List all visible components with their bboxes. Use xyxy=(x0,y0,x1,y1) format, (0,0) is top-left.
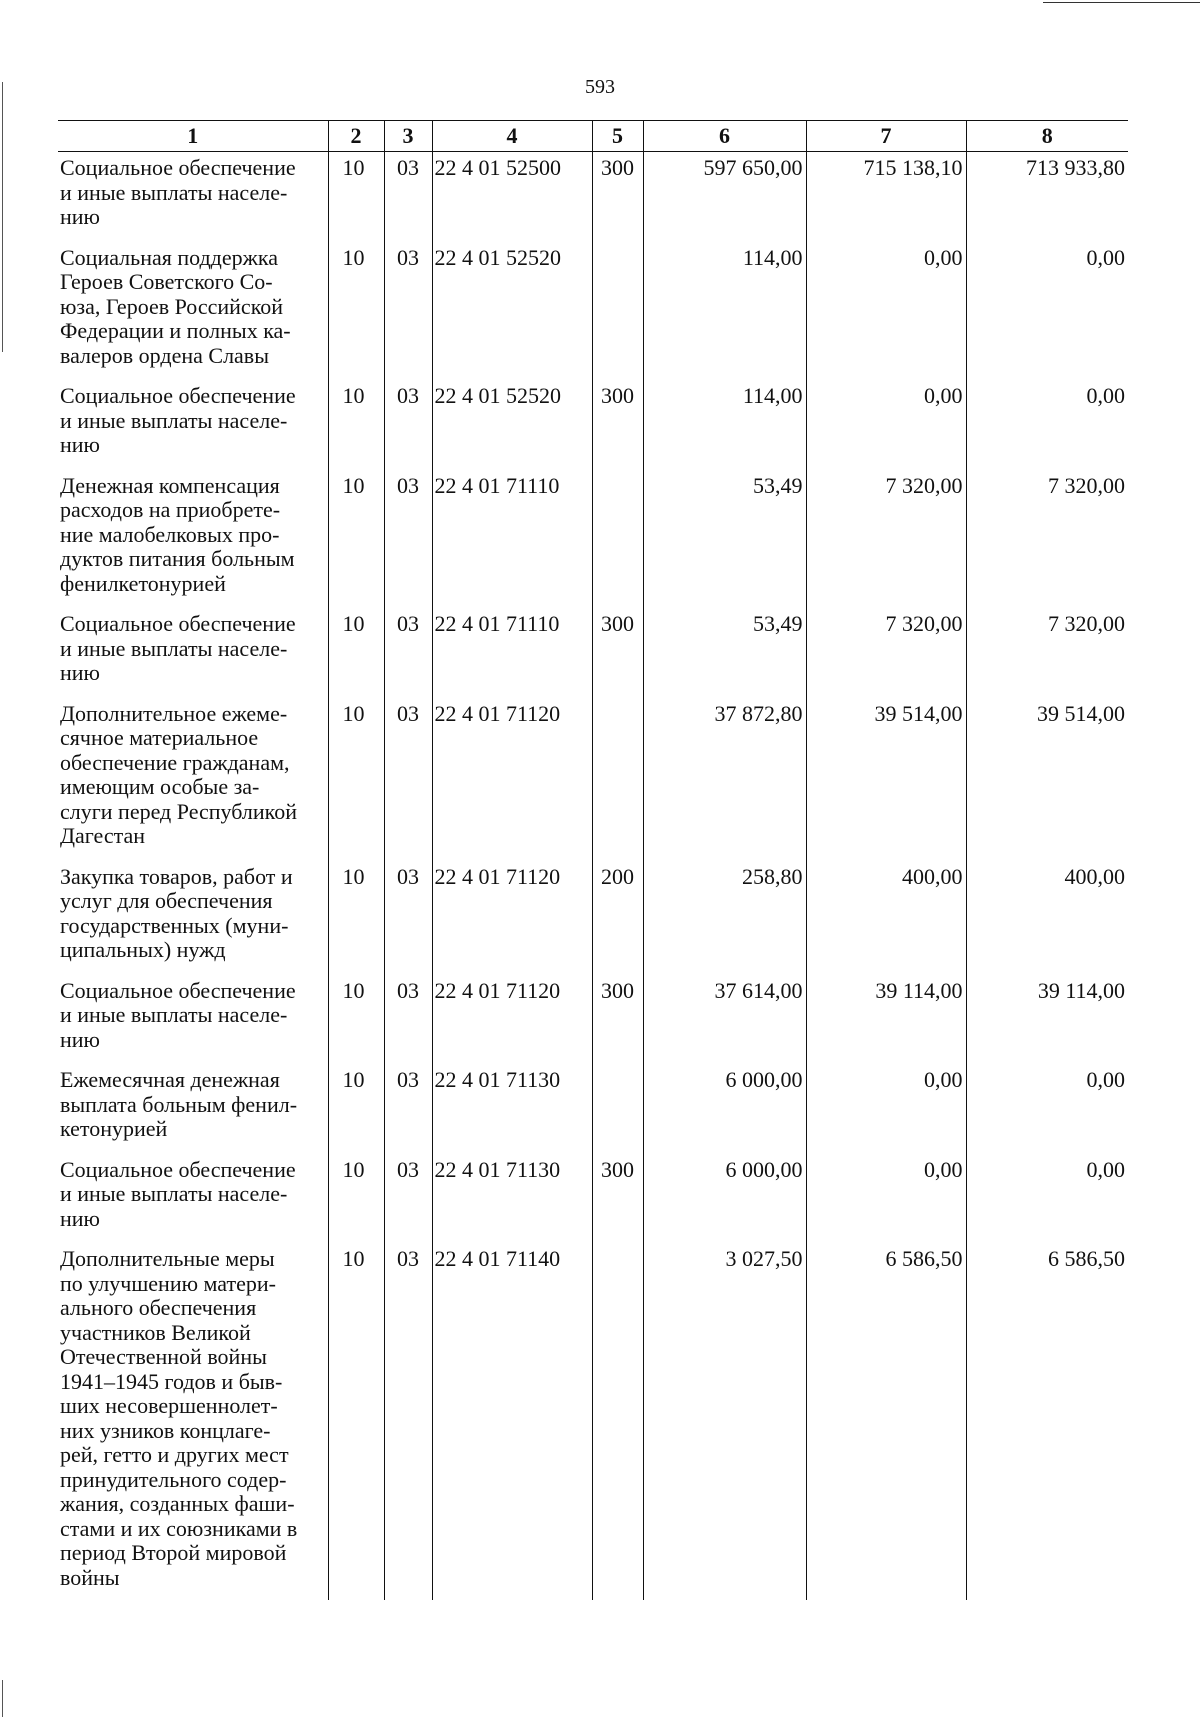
column-header-5: 5 xyxy=(592,121,643,152)
row-description xyxy=(58,152,328,242)
amount-col-7: 39 514,00 xyxy=(806,698,966,861)
row-description xyxy=(58,608,328,698)
row-description xyxy=(58,1243,328,1600)
description-line: участников Великой xyxy=(60,1319,251,1345)
subsection-code: 03 xyxy=(384,380,432,470)
amount-col-8: 0,00 xyxy=(966,242,1128,381)
description-line: ципальных) нужд xyxy=(60,937,226,962)
table-header xyxy=(58,121,1128,152)
description-line: Социальное обеспечение xyxy=(60,1156,296,1182)
column-header-6: 6 xyxy=(643,121,806,152)
section-code: 10 xyxy=(328,152,384,242)
description-line: нию xyxy=(60,432,100,457)
description-line: обеспечение гражданам, xyxy=(60,749,290,775)
description-line: кетонурией xyxy=(60,1116,168,1141)
section-code: 10 xyxy=(328,608,384,698)
amount-col-6: 53,49 xyxy=(643,608,806,698)
row-description xyxy=(58,242,328,381)
subsection-code: 03 xyxy=(384,698,432,861)
target-article-code: 22 4 01 71110 xyxy=(432,608,592,698)
column-header-4: 4 xyxy=(432,121,592,152)
expense-type-code: 200 xyxy=(592,861,643,975)
expense-type-code xyxy=(592,470,643,609)
amount-col-8: 0,00 xyxy=(966,1064,1128,1154)
subsection-code: 03 xyxy=(384,608,432,698)
description-line: 1941–1945 годов и быв- xyxy=(60,1368,283,1394)
amount-col-6: 3 027,50 xyxy=(643,1243,806,1600)
target-article-code: 22 4 01 71130 xyxy=(432,1064,592,1154)
expense-type-code: 300 xyxy=(592,975,643,1065)
table-body xyxy=(58,152,1128,1601)
description-line: нию xyxy=(60,204,100,229)
expense-type-code: 300 xyxy=(592,608,643,698)
amount-col-8: 6 586,50 xyxy=(966,1243,1128,1600)
amount-col-6: 597 650,00 xyxy=(643,152,806,242)
target-article-code: 22 4 01 71110 xyxy=(432,470,592,609)
description-line: и иные выплаты населе- xyxy=(60,1181,288,1206)
amount-col-7: 6 586,50 xyxy=(806,1243,966,1600)
description-line: Социальное обеспечение xyxy=(60,611,296,636)
amount-col-6: 114,00 xyxy=(643,380,806,470)
description-line: Ежемесячная денежная xyxy=(60,1067,280,1092)
description-line: стами и их союзниками в xyxy=(60,1515,298,1541)
amount-col-6: 258,80 xyxy=(643,861,806,975)
amount-col-8: 7 320,00 xyxy=(966,608,1128,698)
description-line: Дополнительное ежеме- xyxy=(60,700,288,726)
table-row xyxy=(58,1154,1128,1244)
description-line: Федерации и полных ка- xyxy=(60,318,291,343)
subsection-code: 03 xyxy=(384,470,432,609)
description-line: имеющим особые за- xyxy=(60,774,260,799)
row-description xyxy=(58,380,328,470)
table-row xyxy=(58,1064,1128,1154)
subsection-code: 03 xyxy=(384,152,432,242)
expense-type-code xyxy=(592,1064,643,1154)
description-line: них узников концлаге- xyxy=(60,1417,271,1443)
table-row xyxy=(58,975,1128,1065)
expense-type-code: 300 xyxy=(592,380,643,470)
amount-col-7: 0,00 xyxy=(806,380,966,470)
column-header-2: 2 xyxy=(328,121,384,152)
subsection-code: 03 xyxy=(384,1154,432,1244)
row-description xyxy=(58,470,328,609)
amount-col-7: 0,00 xyxy=(806,1154,966,1244)
budget-table xyxy=(58,120,1128,1600)
description-line: ального обеспечения xyxy=(60,1295,257,1320)
description-line: Дагестан xyxy=(60,823,146,848)
column-header-1: 1 xyxy=(58,121,328,152)
amount-col-8: 0,00 xyxy=(966,380,1128,470)
description-line: нию xyxy=(60,1026,100,1052)
section-code: 10 xyxy=(328,1243,384,1600)
amount-col-8: 713 933,80 xyxy=(966,152,1128,242)
amount-col-6: 37 614,00 xyxy=(643,975,806,1065)
description-line: Дополнительные меры xyxy=(60,1246,275,1271)
description-line: и иные выплаты населе- xyxy=(60,179,288,205)
subsection-code: 03 xyxy=(384,975,432,1065)
description-line: и иные выплаты населе- xyxy=(60,407,288,433)
amount-col-8: 7 320,00 xyxy=(966,470,1128,609)
description-line: Социальная поддержка xyxy=(60,244,278,270)
scan-artifact-left-edge xyxy=(2,82,3,352)
description-line: сячное материальное xyxy=(60,725,259,750)
subsection-code: 03 xyxy=(384,1064,432,1154)
row-description xyxy=(58,698,328,861)
section-code: 10 xyxy=(328,1154,384,1244)
amount-col-8: 39 114,00 xyxy=(966,975,1128,1065)
target-article-code: 22 4 01 52520 xyxy=(432,242,592,381)
amount-col-8: 0,00 xyxy=(966,1154,1128,1244)
description-line: слуги перед Республикой xyxy=(60,798,297,824)
description-line: Героев Советского Со- xyxy=(60,269,273,294)
expense-type-code: 300 xyxy=(592,1154,643,1244)
column-header-7: 7 xyxy=(806,121,966,152)
amount-col-6: 37 872,80 xyxy=(643,698,806,861)
description-line: Социальное обеспечение xyxy=(60,977,296,1003)
description-line: Социальное обеспечение xyxy=(60,155,296,180)
description-line: Социальное обеспечение xyxy=(60,383,296,408)
section-code: 10 xyxy=(328,242,384,381)
amount-col-7: 7 320,00 xyxy=(806,470,966,609)
description-line: период Второй мировой xyxy=(60,1540,287,1565)
row-description xyxy=(58,861,328,975)
amount-col-7: 0,00 xyxy=(806,1064,966,1154)
description-line: выплата больным фенил- xyxy=(60,1091,298,1117)
table-row xyxy=(58,698,1128,861)
page-number: 593 xyxy=(585,76,615,98)
description-line: Отечественной войны xyxy=(60,1344,267,1369)
table-row xyxy=(58,470,1128,609)
target-article-code: 22 4 01 52500 xyxy=(432,152,592,242)
section-code: 10 xyxy=(328,1064,384,1154)
expense-type-code xyxy=(592,242,643,381)
description-line: принудительного содер- xyxy=(60,1466,287,1492)
description-line: валеров ордена Славы xyxy=(60,342,269,368)
amount-col-7: 400,00 xyxy=(806,861,966,975)
description-line: и иные выплаты населе- xyxy=(60,1002,288,1027)
amount-col-6: 53,49 xyxy=(643,470,806,609)
amount-col-6: 6 000,00 xyxy=(643,1064,806,1154)
section-code: 10 xyxy=(328,380,384,470)
description-line: рей, гетто и других мест xyxy=(60,1442,289,1467)
description-line: ших несовершеннолет- xyxy=(60,1393,278,1418)
description-line: юза, Героев Российской xyxy=(60,293,284,319)
section-code: 10 xyxy=(328,861,384,975)
description-line: ние малобелковых про- xyxy=(60,521,280,547)
description-line: услуг для обеспечения xyxy=(60,888,273,913)
description-line: войны xyxy=(60,1564,120,1590)
amount-col-6: 114,00 xyxy=(643,242,806,381)
scan-artifact-left-edge-bottom xyxy=(2,1680,3,1717)
row-description xyxy=(58,1064,328,1154)
table-row xyxy=(58,380,1128,470)
description-line: Закупка товаров, работ и xyxy=(60,863,293,889)
target-article-code: 22 4 01 71140 xyxy=(432,1243,592,1600)
expense-type-code: 300 xyxy=(592,152,643,242)
section-code: 10 xyxy=(328,975,384,1065)
target-article-code: 22 4 01 52520 xyxy=(432,380,592,470)
description-line: жания, созданных фаши- xyxy=(60,1491,295,1516)
table-row xyxy=(58,152,1128,242)
table-row xyxy=(58,1243,1128,1600)
target-article-code: 22 4 01 71120 xyxy=(432,861,592,975)
target-article-code: 22 4 01 71130 xyxy=(432,1154,592,1244)
table-row xyxy=(58,861,1128,975)
subsection-code: 03 xyxy=(384,242,432,381)
description-line: нию xyxy=(60,660,100,685)
target-article-code: 22 4 01 71120 xyxy=(432,975,592,1065)
amount-col-8: 39 514,00 xyxy=(966,698,1128,861)
amount-col-7: 0,00 xyxy=(806,242,966,381)
description-line: Денежная компенсация xyxy=(60,472,280,498)
target-article-code: 22 4 01 71120 xyxy=(432,698,592,861)
subsection-code: 03 xyxy=(384,1243,432,1600)
column-header-8: 8 xyxy=(966,121,1128,152)
amount-col-7: 39 114,00 xyxy=(806,975,966,1065)
header-row xyxy=(58,121,1128,152)
amount-col-7: 715 138,10 xyxy=(806,152,966,242)
section-code: 10 xyxy=(328,470,384,609)
description-line: дуктов питания больным xyxy=(60,546,295,571)
row-description xyxy=(58,975,328,1065)
description-line: по улучшению матери- xyxy=(60,1270,276,1296)
amount-col-7: 7 320,00 xyxy=(806,608,966,698)
subsection-code: 03 xyxy=(384,861,432,975)
budget-table-sheet xyxy=(58,120,1128,1588)
row-description xyxy=(58,1154,328,1244)
expense-type-code xyxy=(592,1243,643,1600)
description-line: и иные выплаты населе- xyxy=(60,635,288,661)
amount-col-8: 400,00 xyxy=(966,861,1128,975)
column-header-3: 3 xyxy=(384,121,432,152)
table-row xyxy=(58,608,1128,698)
description-line: расходов на приобрете- xyxy=(60,497,281,522)
description-line: нию xyxy=(60,1205,100,1231)
description-line: фенилкетонурией xyxy=(60,570,226,596)
expense-type-code xyxy=(592,698,643,861)
description-line: государственных (муни- xyxy=(60,912,289,938)
amount-col-6: 6 000,00 xyxy=(643,1154,806,1244)
scan-artifact-top-line xyxy=(1043,2,1200,3)
section-code: 10 xyxy=(328,698,384,861)
table-row xyxy=(58,242,1128,381)
